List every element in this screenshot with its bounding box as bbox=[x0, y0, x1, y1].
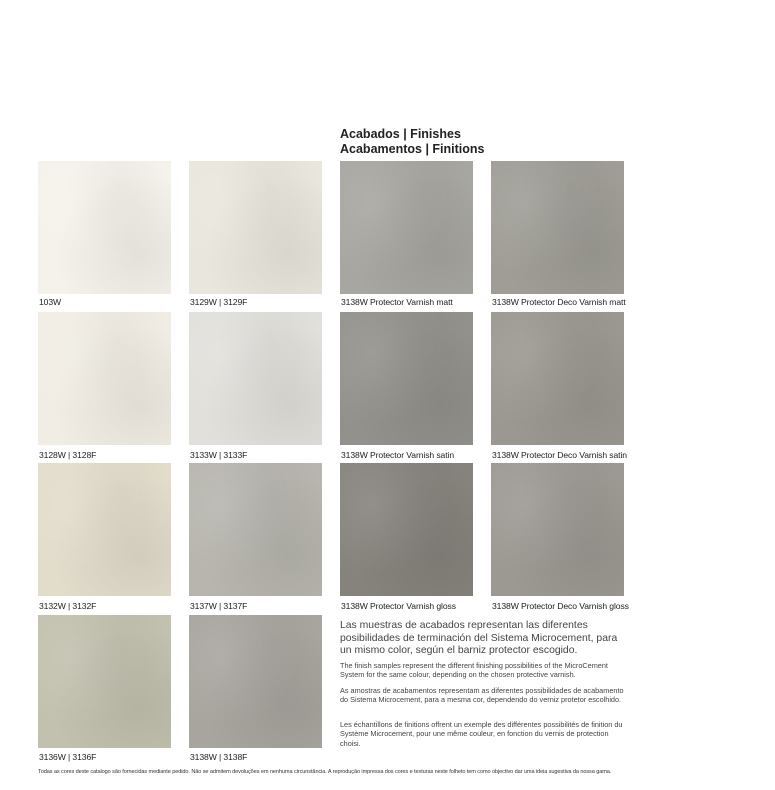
color-swatch bbox=[38, 615, 171, 748]
color-swatch bbox=[491, 312, 624, 445]
color-swatch bbox=[491, 463, 624, 596]
description-spanish: Las muestras de acabados representan las diferentes posibilidades de terminación del Sistema Microcement, para un mismo color, según el barniz protector escogido. bbox=[340, 620, 618, 657]
color-swatch bbox=[189, 615, 322, 748]
swatch-label: 3138W Protector Varnish satin bbox=[341, 450, 455, 460]
swatch-label: 3128W | 3128F bbox=[39, 450, 97, 460]
heading-line-1: Acabados | Finishes bbox=[340, 127, 461, 141]
footer-disclaimer: Todas as cores deste catalogo são fornecidas mediante pedido. Não se admitem devoluções em nenhuma circunstância. A reprodução impressa dos cores e texturas neste folheto tem como objectivo dar uma ideia sugestiva da nossa gama. bbox=[38, 769, 612, 775]
swatch-label: 3138W Protector Varnish matt bbox=[341, 297, 453, 307]
description-english: The finish samples represent the different finishing possibilities of the MicroCement System for the same colour, depending on the chosen protective varnish. bbox=[340, 661, 608, 680]
swatch-label: 103W bbox=[39, 297, 62, 307]
description-french: Les échantillons de finitions offrent un exemple des différentes possibilités de finition du Système Microcement, pour une même couleur, en fonction du vernis de protection choisi. bbox=[340, 720, 623, 748]
color-swatch bbox=[189, 161, 322, 294]
color-swatch bbox=[340, 312, 473, 445]
swatch-label: 3133W | 3133F bbox=[190, 450, 248, 460]
color-swatch bbox=[38, 312, 171, 445]
swatch-label: 3137W | 3137F bbox=[190, 601, 248, 611]
swatch-label: 3138W Protector Deco Varnish gloss bbox=[492, 601, 629, 611]
color-swatch bbox=[189, 312, 322, 445]
swatch-label: 3138W Protector Deco Varnish satin bbox=[492, 450, 627, 460]
description-portuguese: As amostras de acabamentos representam as diferentes possibilidades de acabamento do Sistema Microcement, para a mesma cor, dependendo do verniz protetor escolhido. bbox=[340, 686, 624, 705]
swatch-label: 3136W | 3136F bbox=[39, 752, 97, 762]
swatch-label: 3129W | 3129F bbox=[190, 297, 248, 307]
color-swatch bbox=[38, 161, 171, 294]
swatch-label: 3138W | 3138F bbox=[190, 752, 248, 762]
heading-line-2: Acabamentos | Finitions bbox=[340, 142, 485, 156]
color-swatch bbox=[189, 463, 322, 596]
swatch-label: 3138W Protector Deco Varnish matt bbox=[492, 297, 626, 307]
page-heading bbox=[340, 127, 485, 157]
color-swatch bbox=[340, 463, 473, 596]
swatch-label: 3132W | 3132F bbox=[39, 601, 97, 611]
color-swatch bbox=[491, 161, 624, 294]
color-swatch bbox=[340, 161, 473, 294]
swatch-label: 3138W Protector Varnish gloss bbox=[341, 601, 456, 611]
color-swatch bbox=[38, 463, 171, 596]
